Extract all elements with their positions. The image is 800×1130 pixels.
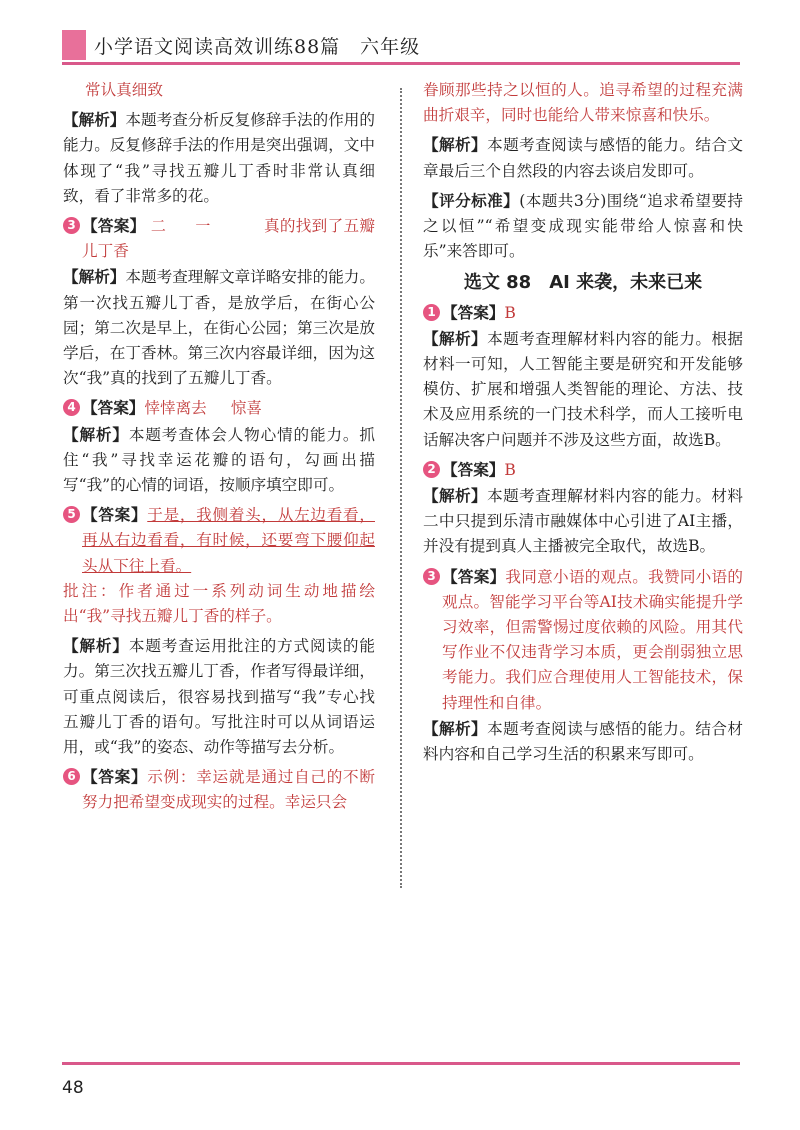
footer-rule <box>62 1062 740 1065</box>
answer-label: 【答案】 <box>442 459 505 479</box>
analysis-label: 【解析】 <box>423 135 488 155</box>
q5-answer <box>63 502 375 579</box>
s88-q2-analysis <box>423 483 743 560</box>
answer-part: 悻悻离去 <box>144 399 207 418</box>
scoring-label: 【评分标准】 <box>423 190 520 210</box>
q3-analysis <box>63 264 375 391</box>
q2-answer-continued: 常认真细致 <box>85 81 163 99</box>
s88-q2-answer <box>423 457 743 483</box>
page-number: 48 <box>62 1078 84 1098</box>
q6-scoring <box>423 188 743 265</box>
s88-q3-analysis <box>423 716 743 767</box>
question-number-badge: 3 <box>423 568 440 585</box>
answer-label: 【答案】 <box>442 302 505 322</box>
answer-text: B <box>504 303 516 322</box>
analysis-text: 本题考查阅读与感悟的能力。结合材料内容和自己学习生活的积累来写即可。 <box>423 719 743 764</box>
analysis-text: 本题考查理解材料内容的能力。材料二中只提到乐清市融媒体中心引进了AI主播，并没有提到真人主播被完全取代，故选B。 <box>423 487 743 556</box>
analysis-text: 本题考查理解材料内容的能力。根据材料一可知，人工智能主要是研究和开发能够模仿、扩展和增强人类智能的理论、方法、技术及应用系统的一门技术科学，而人工接听电话解决客户问题并不涉及这些方面，故选B。 <box>423 329 743 449</box>
s88-q1-analysis <box>423 326 743 453</box>
answer-part: 一 <box>195 217 211 236</box>
q3-answer <box>63 213 375 264</box>
q6-answer <box>63 764 375 815</box>
analysis-text: 本题考查体会人物心情的能力。抓住“我”寻找幸运花瓣的语句，勾画出描写“我”的心情的词语，按顺序填空即可。 <box>63 425 375 495</box>
q6-analysis <box>423 132 743 183</box>
header-rule <box>62 62 740 65</box>
q5-analysis <box>63 633 375 760</box>
analysis-label: 【解析】 <box>63 110 126 130</box>
scoring-text: (本题共3分)围绕“追求希望要持之以恒”“希望变成现实能带给人惊喜和快乐”来答即可。 <box>423 191 743 261</box>
answer-text: 我同意小语的观点。我赞同小语的观点。智能学习平台等AI技术确实能提升学习效率，但需警惕过度依赖的风险。用其代写作业不仅违背学习本质，更会削弱独立思考能力。我们应合理使用人工智能技术，保持理性和自律。 <box>442 567 743 712</box>
q5-annotation: 批注：作者通过一系列动词生动地描绘出“我”寻找五瓣儿丁香的样子。 <box>63 581 375 626</box>
answer-label: 【答案】 <box>82 398 145 418</box>
left-column <box>63 78 375 816</box>
answer-text: B <box>504 460 516 479</box>
page-header <box>62 30 740 70</box>
answer-label: 【答案】 <box>82 216 146 236</box>
question-number-badge: 6 <box>63 768 80 785</box>
answer-text: 于是，我侧着头，从左边看看，再从右边看看，有时候，还要弯下腰仰起头从下往上看。 <box>82 506 375 575</box>
question-number-badge: 2 <box>423 461 440 478</box>
analysis-label: 【解析】 <box>423 718 488 738</box>
s88-q1-answer <box>423 300 743 326</box>
q4-analysis <box>63 422 375 499</box>
answer-label: 【答案】 <box>442 566 506 586</box>
analysis-label: 【解析】 <box>423 328 488 348</box>
q4-answer <box>63 395 375 421</box>
header-accent-bar <box>62 30 86 60</box>
answer-part: 真的找到了五瓣儿丁香 <box>82 217 375 261</box>
question-number-badge: 4 <box>63 399 80 416</box>
q6-answer-continued: 眷顾那些持之以恒的人。追寻希望的过程充满曲折艰辛，同时也能给人带来惊喜和快乐。 <box>423 81 743 125</box>
analysis-text: 本题考查阅读与感悟的能力。结合文章最后三个自然段的内容去谈启发即可。 <box>423 136 743 180</box>
answer-label: 【答案】 <box>82 505 148 525</box>
analysis-text: 本题考查运用批注的方式阅读的能力。第三次找五瓣儿丁香，作者写得最详细，可重点阅读后，很容易找到描写“我”专心找五瓣儿丁香的语句。写批注时可以从词语运用，或“我”的姿态、动作等描写去分析。 <box>63 637 375 757</box>
question-number-badge: 5 <box>63 506 80 523</box>
analysis-label: 【解析】 <box>423 486 488 506</box>
analysis-label: 【解析】 <box>63 267 126 287</box>
question-number-badge: 3 <box>63 217 80 234</box>
book-title: 小学语文阅读高效训练88篇 六年级 <box>94 36 421 58</box>
answer-text: 示例：幸运就是通过自己的不断努力把希望变成现实的过程。幸运只会 <box>82 768 375 812</box>
s88-q3-answer <box>423 564 743 716</box>
analysis-text: 本题考查分析反复修辞手法的作用的能力。反复修辞手法的作用是突出强调，文中体现了“我”寻找五瓣儿丁香时非常认真细致，看了非常多的花。 <box>63 111 375 205</box>
analysis-label: 【解析】 <box>63 424 129 444</box>
section-title: 选文 88 AI 来袭，未来已来 <box>463 272 703 294</box>
analysis-text: 本题考查理解文章详略安排的能力。第一次找五瓣儿丁香，是放学后，在街心公园；第二次是早上，在街心公园；第三次是放学后，在丁香林。第三次内容最详细，因为这次“我”真的找到了五瓣儿丁香。 <box>63 268 375 388</box>
q2-analysis <box>63 107 375 209</box>
column-divider <box>400 88 402 888</box>
answer-part: 惊喜 <box>230 399 262 418</box>
question-number-badge: 1 <box>423 304 440 321</box>
answer-part: 二 <box>150 217 167 236</box>
analysis-label: 【解析】 <box>63 636 129 656</box>
right-column <box>423 78 743 771</box>
answer-label: 【答案】 <box>82 767 148 787</box>
